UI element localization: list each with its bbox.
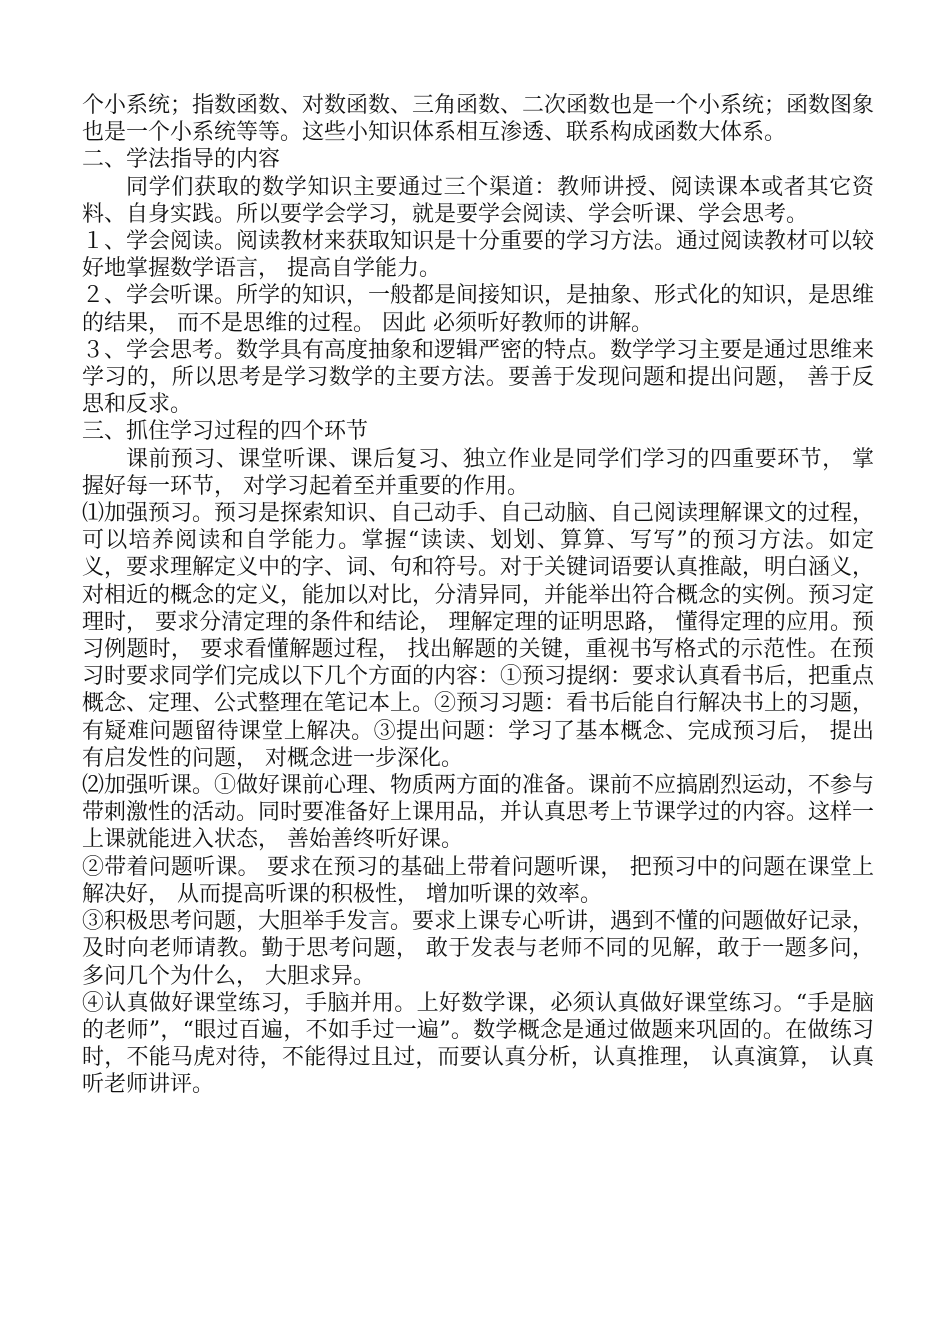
paragraph-function-systems: 个小系统；指数函数、对数函数、三角函数、二次函数也是一个小系统；函数图象也是一个小系统等等。这些小知识体系相互渗透、联系构成函数大体系。 bbox=[82, 93, 875, 146]
section-heading-study-methods: 二、学法指导的内容 bbox=[82, 147, 281, 173]
paragraph-learn-reading: １、学会阅读。阅读教材来获取知识是十分重要的学习方法。通过阅读教材可以较好地掌握数学语言， 提高自学能力。 bbox=[82, 229, 875, 282]
paragraph-listen-with-questions: ②带着问题听课。 要求在预习的基础上带着问题听课， 把预习中的问题在课堂上解决好， 从而提高听课的积极性， 增加听课的效率。 bbox=[82, 854, 874, 907]
paragraph-class-exercises: ④认真做好课堂练习，手脑并用。上好数学课，必须认真做好课堂练习。“手是脑的老师”，“眼过百遍，不如手过一遍”。数学概念是通过做题来巩固的。在做练习时，不能马虎对待，不能得过且过，而要认真分析，认真推理， 认真演算， 认真听老师讲评。 bbox=[82, 990, 874, 1098]
paragraph-preview: ⑴加强预习。预习是探索知识、自己动手、自己动脑、自己阅读理解课文的过程，可以培养阅读和自学能力。掌握“读读、划划、算算、写写”的预习方法。如定义，要求理解定义中的字、词、句和符号。对于关键词语要认真推敲，明白涵义，对相近的概念的定义，能加以对比，分清异同，并能举出符合概念的实例。预习定理时， 要求分清定理的条件和结论， 理解定理的证明思路， 懂得定理的应用。预习例题时， 要求看懂解题过程， 找出解题的关键，重视书写格式的示范性。在预习时要求同学们完成以下几个方面的内容：①预习提纲：要求认真看书后，把重点概念、定理、公式整理在笔记本上。②预习习题：看书后能自行解决书上的习题， 有疑难问题留待课堂上解决。③提出问题：学习了基本概念、完成预习后， 提出有启发性的问题， 对概念进一步深化。 bbox=[82, 501, 875, 771]
paragraph-learn-thinking: ３、学会思考。数学具有高度抽象和逻辑严密的特点。数学学习主要是通过思维来学习的，所以思考是学习数学的主要方法。要善于发现问题和提出问题， 善于反思和反求。 bbox=[82, 337, 875, 418]
section-heading-four-stages: 三、抓住学习过程的四个环节 bbox=[82, 419, 369, 445]
paragraph-active-thinking: ③积极思考问题，大胆举手发言。要求上课专心听讲，遇到不懂的问题做好记录，及时向老师请教。勤于思考问题， 敢于发表与老师不同的见解，敢于一题多问， 多问几个为什么， 大胆求异。 bbox=[82, 909, 875, 989]
paragraph-learn-listening: ２、学会听课。所学的知识，一般都是间接知识，是抽象、形式化的知识，是思维的结果， 而不是思维的过程。 因此 必须听好教师的讲解。 bbox=[82, 283, 875, 336]
paragraph-listening: ⑵加强听课。①做好课前心理、物质两方面的准备。课前不应搞剧烈运动，不参与带刺激性的活动。同时要准备好上课用品，并认真思考上节课学过的内容。这样一上课就能进入状态， 善始善终听好课。 bbox=[82, 773, 875, 853]
paragraph-four-stages-intro: 课前预习、课堂听课、课后复习、独立作业是同学们学习的四重要环节， 掌握好每一环节， 对学习起着至并重要的作用。 bbox=[82, 446, 874, 499]
document-body bbox=[82, 92, 874, 1099]
paragraph-knowledge-channels: 同学们获取的数学知识主要通过三个渠道：教师讲授、阅读课本或者其它资料、自身实践。所以要学会学习，就是要学会阅读、学会听课、学会思考。 bbox=[82, 174, 874, 227]
